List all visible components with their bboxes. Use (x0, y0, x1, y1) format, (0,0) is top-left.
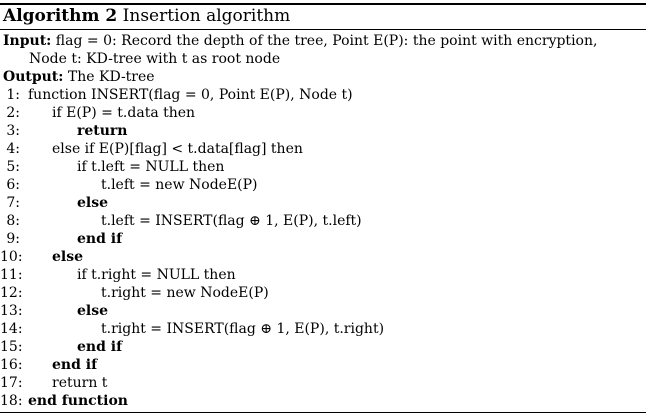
line-number: 3: (6, 123, 20, 139)
output-label: Output: (3, 69, 64, 85)
line-code: end function (28, 393, 128, 409)
line-code: else (77, 195, 109, 211)
input-text-2: Node t: KD-tree with t as root node (29, 51, 281, 67)
line-code: end if (77, 339, 123, 355)
line-number: 17: (0, 375, 23, 391)
bottom-rule (0, 412, 646, 413)
line-number: 13: (0, 303, 23, 319)
line-number: 9: (6, 231, 20, 247)
header-rule (0, 29, 646, 30)
input-text-1: flag = 0: Record the depth of the tree, Point E(P): the point with encryption, (55, 33, 598, 49)
line-number: 14: (0, 321, 23, 337)
line-number: 8: (6, 213, 20, 229)
line-code: t.right = INSERT(flag ⊕ 1, E(P), t.right) (101, 321, 385, 337)
line-code: return (77, 123, 128, 139)
line-number: 6: (6, 177, 20, 193)
algorithm-title (3, 6, 290, 26)
line-number: 10: (0, 249, 23, 265)
line-code: if t.right = NULL then (77, 267, 236, 283)
output-line (3, 68, 155, 86)
input-line-1 (3, 32, 597, 50)
input-line-2 (29, 50, 280, 68)
line-number: 12: (0, 285, 23, 301)
line-number: 18: (0, 393, 23, 409)
line-code: function INSERT(flag = 0, Point E(P), Node t) (28, 87, 353, 103)
line-number: 2: (6, 105, 20, 121)
input-label: Input: (3, 33, 52, 49)
line-code: if E(P) = t.data then (52, 105, 196, 121)
line-code: end if (52, 357, 98, 373)
line-code: else (77, 303, 109, 319)
output-text: The KD-tree (67, 69, 155, 85)
line-number: 11: (0, 267, 23, 283)
line-code: t.right = new NodeE(P) (101, 285, 269, 301)
line-code: t.left = INSERT(flag ⊕ 1, E(P), t.left) (101, 213, 362, 229)
line-number: 16: (0, 357, 23, 373)
line-code: t.left = new NodeE(P) (101, 177, 258, 193)
line-code: else (52, 249, 84, 265)
line-code: end if (77, 231, 123, 247)
line-code: if t.left = NULL then (77, 159, 225, 175)
line-number: 1: (6, 87, 20, 103)
line-number: 5: (6, 159, 20, 175)
line-number: 7: (6, 195, 20, 211)
algorithm-label: Algorithm 2 (3, 6, 118, 26)
line-number: 15: (0, 339, 23, 355)
line-code: return t (52, 375, 108, 391)
top-rule (0, 3, 646, 5)
line-number: 4: (6, 141, 20, 157)
line-code: else if E(P)[flag] < t.data[flag] then (52, 141, 303, 157)
algorithm-name: Insertion algorithm (122, 6, 291, 26)
